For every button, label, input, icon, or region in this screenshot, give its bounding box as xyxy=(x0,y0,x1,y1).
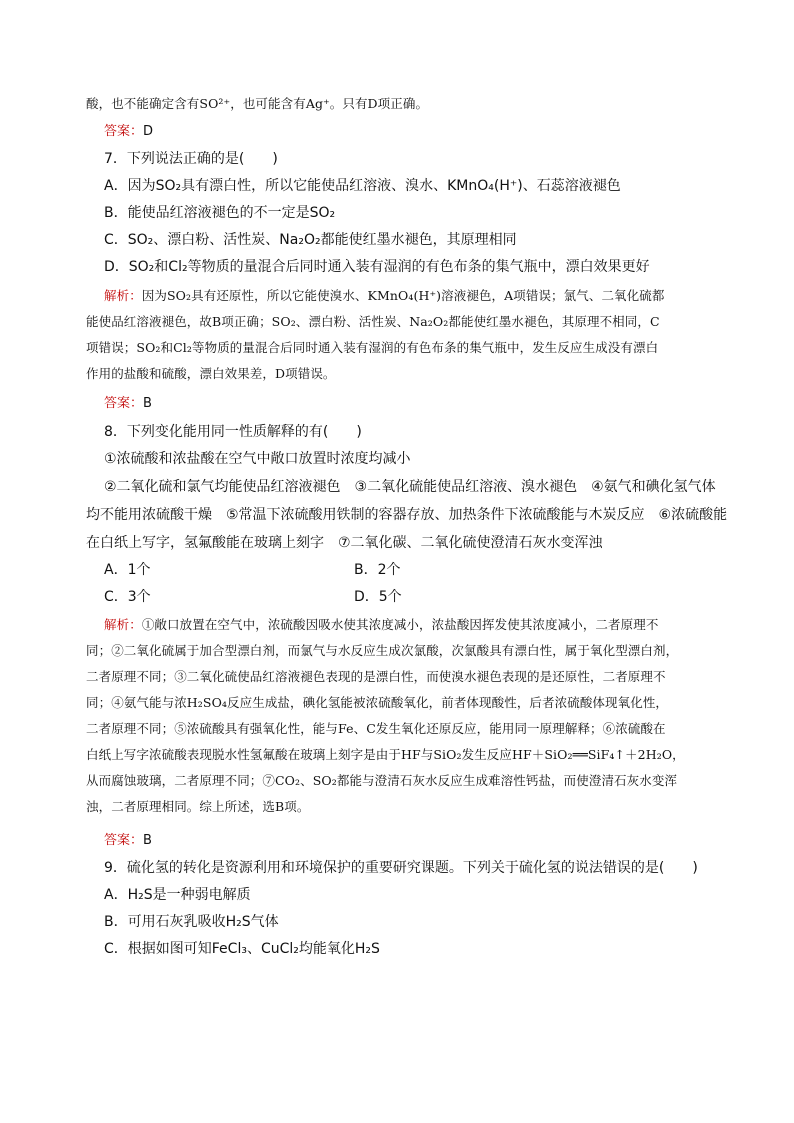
explanation-text: 因为SO₂具有还原性，所以它能使溴水、KMnO₄(H⁺)溶液褪色，A项错误；氯气、二氧化硫都 xyxy=(141,288,665,303)
question-8-item-4: 在白纸上写字，氢氟酸能在玻璃上刻字 ⑦二氧化碳、二氧化硫使澄清石灰水变浑浊 xyxy=(86,535,603,551)
explanation-8-line-8: 浊，二者原理相同。综上所述，选B项。 xyxy=(86,799,310,814)
answer-value: D xyxy=(143,124,154,139)
question-8-option-a: A．1个 xyxy=(104,562,151,578)
question-7-option-d: D．SO₂和Cl₂等物质的量混合后同时通入装有湿润的有色布条的集气瓶中，漂白效果更好 xyxy=(104,259,650,275)
question-7: 7．下列说法正确的是( ) xyxy=(104,151,278,167)
explanation-7-line-1 xyxy=(104,288,724,304)
answer-label: 答案： xyxy=(104,124,144,139)
question-8: 8．下列变化能用同一性质解释的有( ) xyxy=(104,424,362,440)
question-8-item-3: 均不能用浓硫酸干燥 ⑤常温下浓硫酸用铁制的容器存放、加热条件下浓硫酸能与木炭反应 ⑥浓硫酸能 xyxy=(86,507,728,523)
question-7-option-b: B．能使品红溶液褪色的不一定是SO₂ xyxy=(104,205,336,221)
explanation-8-line-5: 二者原理不同；⑤浓硫酸具有强氧化性，能与Fe、C发生氧化还原反应，能用同一原理解释；⑥浓硫酸在 xyxy=(86,721,666,736)
question-9-option-a: A．H₂S是一种弱电解质 xyxy=(104,887,251,903)
question-9-option-c: C．根据如图可知FeCl₃、CuCl₂均能氧化H₂S xyxy=(104,941,380,957)
explanation-7-line-2: 能使品红溶液褪色，故B项正确；SO₂、漂白粉、活性炭、Na₂O₂都能使红墨水褪色，其原理不相同，C xyxy=(86,314,660,329)
explanation-8-line-6: 白纸上写字浓硫酸表现脱水性氢氟酸在玻璃上刻字是由于HF与SiO₂发生反应HF＋SiO₂══SiF₄↑＋2H₂O， xyxy=(86,747,685,762)
question-8-item-2: ②二氧化硫和氯气均能使品红溶液褪色 ③二氧化硫能使品红溶液、溴水褪色 ④氨气和碘化氢气体 xyxy=(104,479,716,495)
answer-8 xyxy=(104,833,724,849)
explanation-8-line-7: 从而腐蚀玻璃，二者原理不同；⑦CO₂、SO₂都能与澄清石灰水反应生成难溶性钙盐，而使澄清石灰水变浑 xyxy=(86,773,678,788)
explanation-8-line-2: 同；②二氧化硫属于加合型漂白剂，而氯气与水反应生成次氯酸，次氯酸具有漂白性，属于氧化型漂白剂， xyxy=(86,643,679,658)
answer-7 xyxy=(104,396,724,412)
answer-label: 答案： xyxy=(104,833,144,848)
answer-value: B xyxy=(143,833,152,848)
question-7-option-c: C．SO₂、漂白粉、活性炭、Na₂O₂都能使红墨水褪色，其原理相同 xyxy=(104,232,517,248)
question-8-option-b: B．2个 xyxy=(354,562,401,578)
explanation-8-line-4: 同；④氨气能与浓H₂SO₄反应生成盐，碘化氢能被浓硫酸氧化，前者体现酸性，后者浓硫酸体现氧化性， xyxy=(86,695,669,710)
explanation-label: 解析： xyxy=(104,617,142,632)
explanation-8-line-1 xyxy=(104,617,724,633)
explanation-7-line-3: 项错误；SO₂和Cl₂等物质的量混合后同时通入装有湿润的有色布条的集气瓶中，发生反应生成没有漂白 xyxy=(86,340,659,355)
answer-6 xyxy=(104,124,724,140)
explanation-continuation: 酸，也不能确定含有SO²⁺，也可能含有Ag⁺。只有D项正确。 xyxy=(86,96,429,111)
question-7-option-a: A．因为SO₂具有漂白性，所以它能使品红溶液、溴水、KMnO₄(H⁺)、石蕊溶液褪色 xyxy=(104,178,621,194)
explanation-7-line-4: 作用的盐酸和硫酸，漂白效果差，D项错误。 xyxy=(86,366,336,381)
explanation-8-line-3: 二者原理不同；③二氧化硫使品红溶液褪色表现的是漂白性，而使溴水褪色表现的是还原性，二者原理不 xyxy=(86,669,666,684)
explanation-text: ①敞口放置在空气中，浓硫酸因吸水使其浓度减小，浓盐酸因挥发使其浓度减小，二者原理不 xyxy=(141,617,659,632)
answer-label: 答案： xyxy=(104,396,144,411)
question-9: 9．硫化氢的转化是资源利用和环境保护的重要研究课题。下列关于硫化氢的说法错误的是( ) xyxy=(104,860,698,876)
question-8-option-d: D．5个 xyxy=(354,589,402,605)
question-9-option-b: B．可用石灰乳吸收H₂S气体 xyxy=(104,914,279,930)
answer-value: B xyxy=(143,396,152,411)
explanation-label: 解析： xyxy=(104,288,142,303)
question-8-option-c: C．3个 xyxy=(104,589,151,605)
question-8-item-1: ①浓硫酸和浓盐酸在空气中敞口放置时浓度均减小 xyxy=(104,451,411,467)
